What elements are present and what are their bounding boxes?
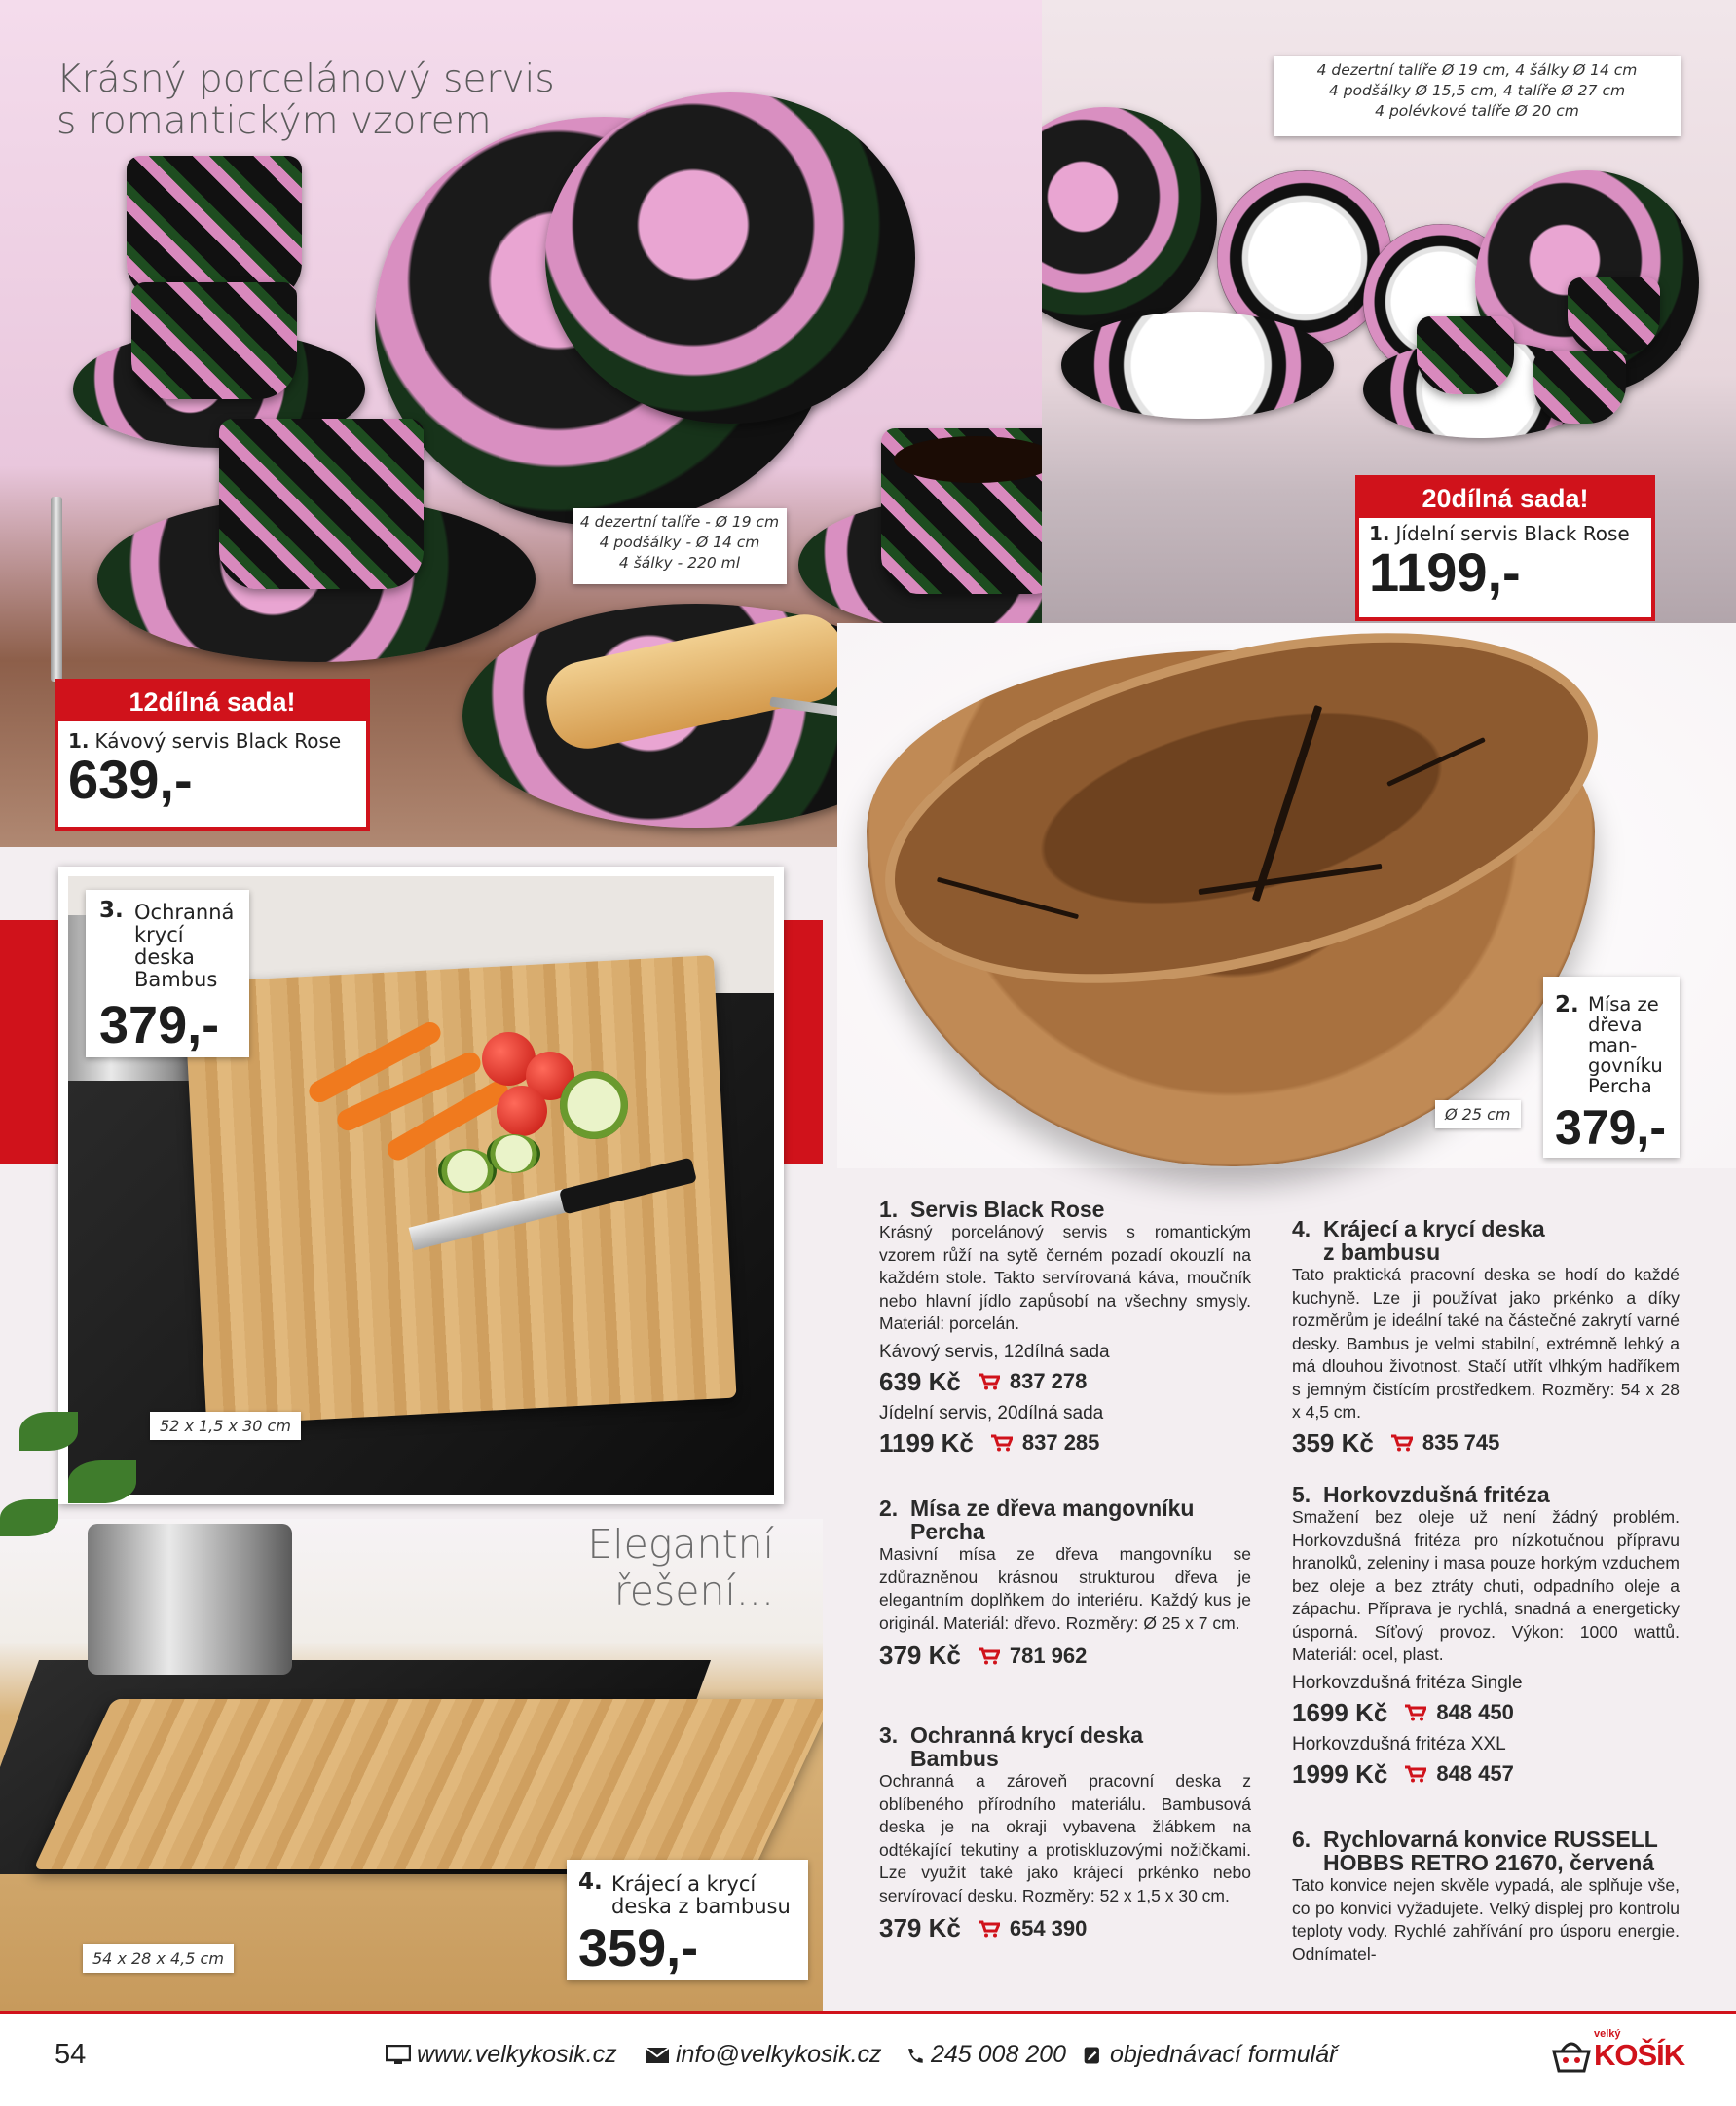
dinner-set-price-card: [1355, 475, 1655, 621]
cart-icon: [1405, 1704, 1426, 1721]
variant-price: 1699 Kč: [1292, 1697, 1388, 1727]
coffee-set-price-card: [55, 679, 370, 831]
product-description-6: [1292, 1828, 1680, 1966]
plant-leaf: [19, 1412, 78, 1451]
variant-price: 639 Kč: [879, 1366, 961, 1396]
product-text: Tato konvice nejen skvěle vypadá, ale splňuje vše, co po konvici vyžadujete. Velký displej pro kontrolu teploty vody. Rychlé zahřívání pro úsporu energie. Odnímatel-: [1292, 1875, 1680, 1964]
order-code: 837 285: [1021, 1430, 1100, 1455]
spec-line: 4 šálky - 220 ml: [618, 554, 741, 572]
coffee-set-specs: [573, 508, 787, 584]
pot-bottom: [88, 1524, 292, 1675]
cutting-board-dimension: 54 x 28 x 4,5 cm: [83, 1944, 234, 1973]
cart-icon: [979, 1373, 1000, 1390]
variant-label: Kávový servis, 12dílná sada: [879, 1341, 1110, 1362]
product-price: 1199,-: [1369, 541, 1521, 603]
cover-board-dimension: 52 x 1,5 x 30 cm: [150, 1412, 301, 1440]
spec-line: 4 polévkové talíře Ø 20 cm: [1375, 102, 1579, 120]
cucumber: [560, 1071, 628, 1139]
variant-price: 379 Kč: [879, 1641, 961, 1670]
bamboo-cutting-board: [33, 1699, 823, 1869]
website-text: www.velkykosik.cz: [417, 2041, 617, 2068]
title-text: [910, 1496, 1194, 1543]
product-text: Smažení bez oleje už není žádný problém. Horkovzdušná fritéza pro nízkotučnou přípravu hranolků, zeleniny i masa pouze horkým vzduchem bez oleje a bez ztráty chuti, odpadního oleje a zápachu. Příprava je rychlá, snadná a energeticky úsporná. Síťový provoz. Výkon: 1000 wattů. Materiál: ocel, plast.: [1292, 1507, 1680, 1664]
variant-label: Jídelní servis, 20dílná sada: [879, 1402, 1104, 1423]
dinner-set-specs: [1274, 56, 1681, 136]
basket-logo-icon: [1550, 2034, 1593, 2077]
phone-link[interactable]: [905, 2041, 1066, 2069]
variant-label: Horkovzdušná fritéza XXL: [1292, 1733, 1506, 1755]
name-line: man-: [1588, 1034, 1638, 1056]
email-text: info@velkykosik.cz: [676, 2041, 882, 2068]
envelope-icon: [645, 2045, 670, 2066]
plant-leaf: [68, 1460, 136, 1503]
order-code: 835 745: [1422, 1430, 1500, 1455]
bowl-tag: [1543, 977, 1680, 1158]
cup-stack-top: [127, 156, 302, 302]
product-number: 6.: [1292, 1827, 1311, 1852]
cucumber-slice: [487, 1134, 540, 1173]
title-line: Bambus: [910, 1746, 999, 1771]
title-line: Mísa ze dřeva mangovníku: [910, 1496, 1195, 1521]
product-title: [1292, 1483, 1680, 1506]
variant-price-line: [1292, 1428, 1680, 1459]
velky-kosik-logo[interactable]: [1550, 2028, 1685, 2079]
name-line: Mísa ze: [1588, 993, 1659, 1016]
product-number: 1.: [68, 729, 90, 753]
variant-price-line: [879, 1367, 1251, 1397]
order-code: 848 457: [1436, 1761, 1514, 1786]
product-price: 639,-: [68, 749, 193, 810]
product-price: 359,-: [578, 1919, 699, 1977]
cart-icon: [979, 1647, 1000, 1665]
product-description-4: [1292, 1217, 1680, 1459]
product-number: 2.: [879, 1496, 899, 1521]
name-line: krycí: [134, 923, 184, 946]
cup-front: [219, 419, 424, 589]
title-text: [910, 1723, 1143, 1770]
bowl-dimension: Ø 25 cm: [1435, 1100, 1521, 1128]
title-line: Krájecí a krycí deska: [1323, 1216, 1545, 1241]
name-line: dřeva: [1588, 1014, 1643, 1036]
cart-icon: [991, 1434, 1013, 1452]
spec-line: 4 podšálky Ø 15,5 cm, 4 talíře Ø 27 cm: [1328, 82, 1626, 99]
variant-label: Horkovzdušná fritéza Single: [1292, 1672, 1523, 1693]
dinner-plate-back: [1042, 107, 1217, 331]
product-number: 1.: [879, 1197, 899, 1222]
name-line: deska: [134, 945, 195, 969]
variant-price: 1999 Kč: [1292, 1758, 1388, 1789]
website-link[interactable]: [386, 2041, 617, 2069]
plate-large-back: [545, 92, 915, 424]
headline-line2: s romantickým vzorem: [56, 99, 492, 143]
page-headline: [56, 58, 555, 142]
product-text: Krásný porcelánový servis s romantickým vzorem růží na sytě černém pozadí okouzlí na každém stole. Takto servírovaná káva, moučník nebo hlavní jídlo zapůsobí na všechny smysly. Materiál: porcelán.: [879, 1222, 1251, 1333]
order-code: 848 450: [1436, 1700, 1514, 1724]
phone-icon: [905, 2045, 925, 2066]
product-title: [1292, 1217, 1680, 1264]
variant-price: 1199 Kč: [879, 1427, 974, 1458]
dinner-cup-3: [1533, 351, 1626, 424]
product-number: 4.: [578, 1869, 603, 1895]
product-number: 3.: [879, 1722, 899, 1748]
name-line: Bambus: [134, 968, 218, 991]
variant-price-line: [1292, 1698, 1680, 1728]
title-text: Horkovzdušná fritéza: [1323, 1482, 1550, 1507]
product-text: Tato praktická pracovní deska se hodí do každé kuchyně. Lze ji používat jako prkénko a díky rozměrům je ideální také na částečné zakrytí varné desky. Bambus je velmi stabilní, extrémně lehký a má dlouhou životnost. Stačí utřít vlhkým hadříkem s jemným čistícím prostředkem. Rozměry: 54 x 28 x 4,5 cm.: [1292, 1265, 1680, 1422]
cup-stack-bottom: [131, 282, 297, 399]
name-line: Ochranná: [134, 901, 235, 924]
cart-icon: [1391, 1434, 1413, 1452]
logo-small-text: velký: [1594, 2028, 1621, 2040]
title-line: Rychlovarná konvice RUSSELL: [1323, 1827, 1658, 1852]
variant-price-line: [879, 1428, 1251, 1459]
set-banner: 12dílná sada!: [58, 683, 366, 721]
title-text: [1323, 1217, 1545, 1264]
title-text: Servis Black Rose: [910, 1197, 1105, 1222]
title-line: Percha: [910, 1519, 985, 1544]
product-name-text: Kávový servis Black Rose: [94, 729, 342, 753]
page-footer: [0, 2011, 1736, 2106]
product-name-text: Jídelní servis Black Rose: [1395, 522, 1630, 545]
dinner-cup-2: [1568, 277, 1660, 355]
variant-price-line: [879, 1913, 1251, 1943]
product-number: 2.: [1555, 992, 1579, 1017]
phone-text: 245 008 200: [931, 2041, 1067, 2068]
product-title: [879, 1723, 1251, 1770]
name-line: deska z bambusu: [611, 1895, 791, 1918]
product-number: 3.: [99, 898, 124, 923]
product-description-1: [879, 1198, 1251, 1459]
product-description-2: [879, 1496, 1251, 1671]
product-number: 1.: [1369, 522, 1390, 545]
spec-line: 4 dezertní talíře - Ø 19 cm: [579, 513, 780, 531]
order-code: 654 390: [1009, 1915, 1088, 1940]
product-title: [879, 1496, 1251, 1543]
red-band-left: [0, 920, 58, 1164]
product-price: 379,-: [1555, 1100, 1666, 1155]
slogan-line2: řešení...: [613, 1568, 774, 1614]
logo-big-text: KOŠÍK: [1594, 2038, 1685, 2072]
cart-icon: [1405, 1765, 1426, 1783]
page-number: 54: [55, 2039, 87, 2070]
cutting-board-tag: [567, 1860, 808, 1980]
headline-line1: Krásný porcelánový servis: [56, 57, 555, 101]
cart-icon: [979, 1920, 1000, 1938]
product-number: 4.: [1292, 1216, 1311, 1241]
variant-price: 359 Kč: [1292, 1427, 1374, 1458]
slogan: [565, 1521, 774, 1614]
title-line: z bambusu: [1323, 1239, 1441, 1265]
dinner-cup-1: [1417, 316, 1514, 394]
product-description-5: [1292, 1483, 1680, 1790]
fork-left: [51, 497, 62, 682]
plate-stack-1: [1061, 312, 1334, 419]
product-title: [879, 1198, 1251, 1221]
product-name: [611, 1873, 791, 1918]
variant-price-line: [1292, 1759, 1680, 1790]
order-form-text: objednávací formulář: [1110, 2041, 1338, 2068]
product-text: Ochranná a zároveň pracovní deska z oblíbeného přírodního materiálu. Bambusová deska je na okraji vybavena žlábkem na odtékající tekutiny a protiskluzovými nožičkami. Lze využít také jako krájecí prkénko nebo servírovací desku. Rozměry: 52 x 1,5 x 30 cm.: [879, 1771, 1251, 1905]
spec-line: 4 podšálky - Ø 14 cm: [599, 534, 760, 551]
product-title: [1292, 1828, 1680, 1874]
variant-price-line: [879, 1641, 1251, 1671]
variant-price: 379 Kč: [879, 1913, 961, 1942]
name-line: Percha: [1588, 1075, 1652, 1097]
order-form-link[interactable]: [1083, 2041, 1337, 2069]
spec-line: 4 dezertní talíře Ø 19 cm, 4 šálky Ø 14 cm: [1316, 61, 1638, 79]
product-description-3: [879, 1723, 1251, 1943]
order-code: 837 278: [1009, 1369, 1088, 1393]
name-line: govníku: [1588, 1054, 1663, 1077]
product-number: 5.: [1292, 1482, 1311, 1507]
cover-board-tag: [86, 890, 249, 1057]
product-name: [1588, 994, 1663, 1096]
tomato: [497, 1086, 547, 1136]
product-text: Masivní mísa ze dřeva mangovníku se zdůrazněnou krásnou strukturou dřeva je elegantním doplňkem do interiéru. Každý kus je originál. Materiál: dřevo. Rozměry: Ø 25 x 7 cm.: [879, 1544, 1251, 1633]
title-text: [1323, 1828, 1658, 1874]
product-name: [134, 902, 234, 991]
title-line: HOBBS RETRO 21670, červená: [1323, 1850, 1655, 1875]
plant-leaf: [0, 1499, 58, 1536]
slogan-line1: Elegantní: [587, 1521, 774, 1568]
product-price: 379,-: [99, 996, 220, 1054]
name-line: Krájecí a krycí: [611, 1872, 757, 1896]
order-code: 781 962: [1009, 1643, 1088, 1668]
email-link[interactable]: [645, 2041, 882, 2069]
form-icon: [1083, 2045, 1104, 2066]
title-line: Ochranná krycí deska: [910, 1722, 1144, 1748]
set-banner: 20dílná sada!: [1359, 479, 1651, 518]
monitor-icon: [386, 2045, 411, 2066]
